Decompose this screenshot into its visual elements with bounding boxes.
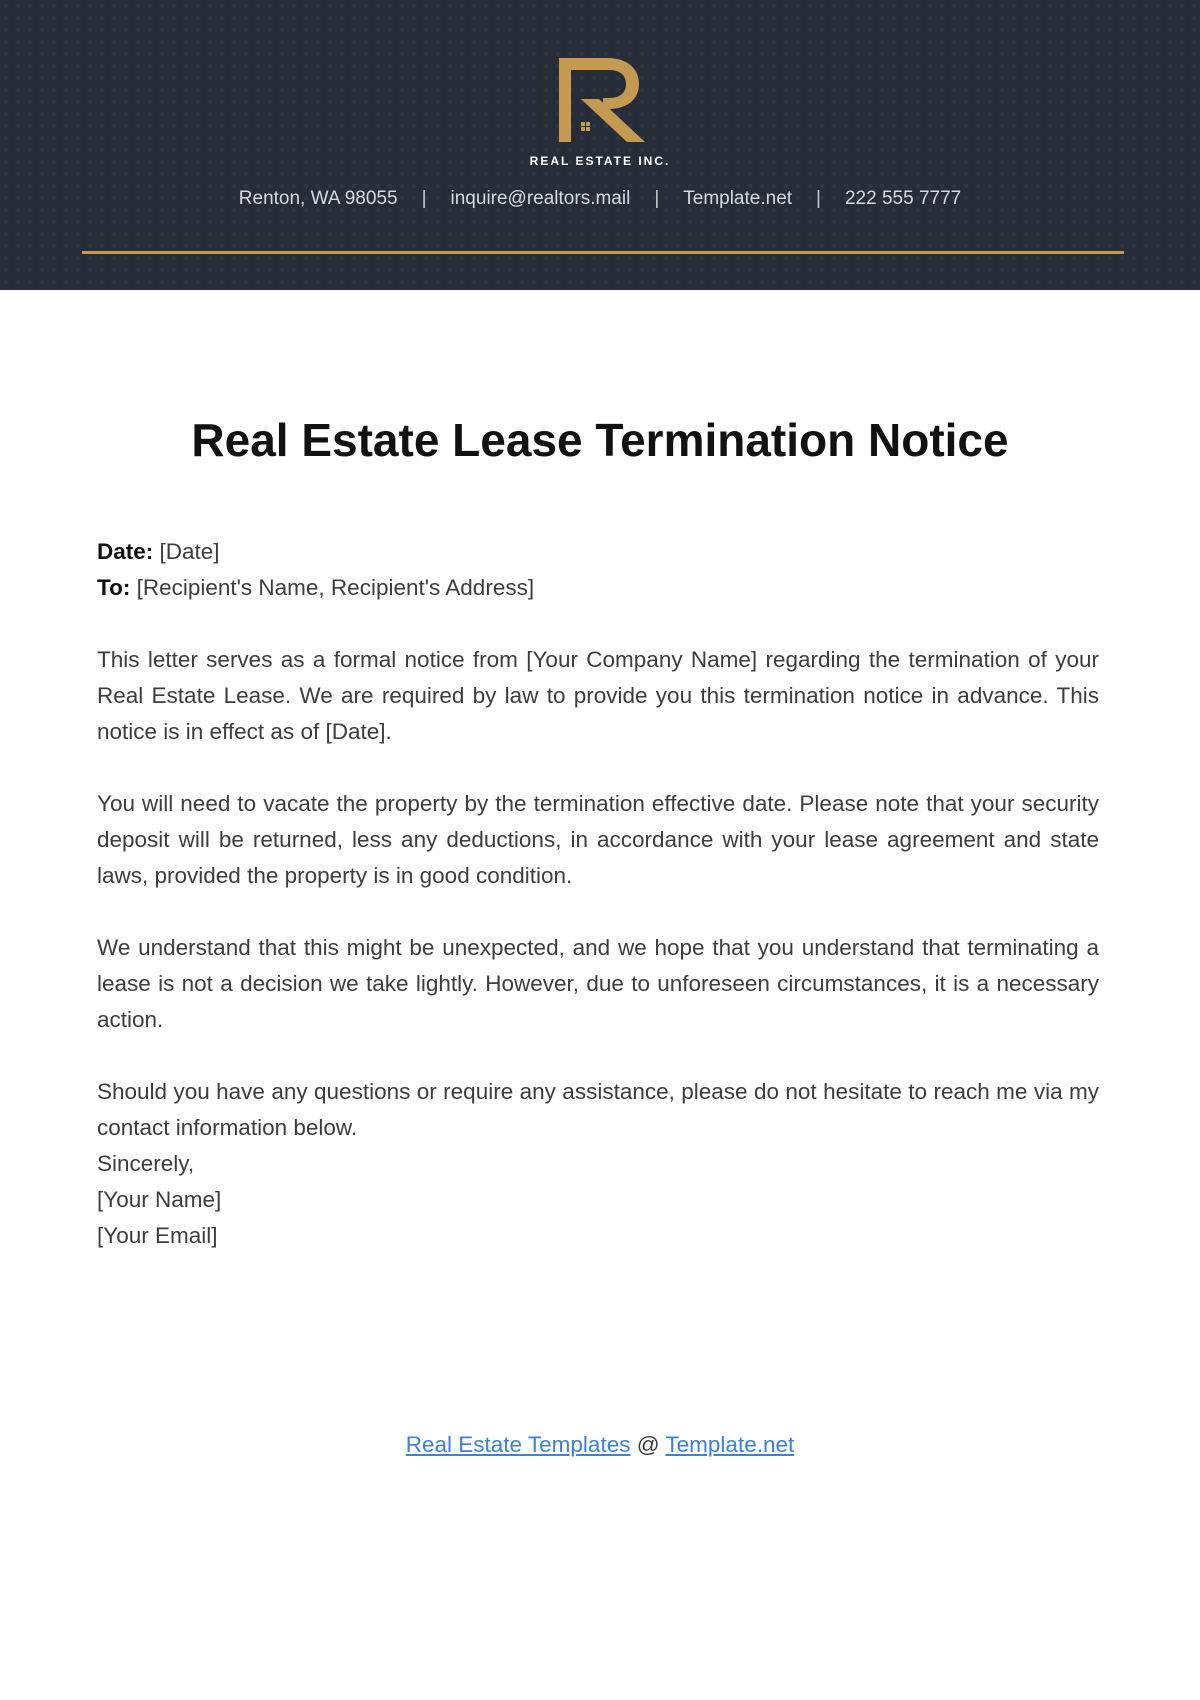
company-email: inquire@realtors.mail bbox=[450, 188, 631, 209]
real-estate-templates-link[interactable]: Real Estate Templates bbox=[405, 1432, 631, 1457]
paragraph: We understand that this might be unexpected, and we hope that you understand that terminating a lease is not a decision we take lightly. However, due to unforeseen circumstances, it is a necessary action. bbox=[97, 935, 1099, 1032]
separator: | bbox=[421, 188, 427, 209]
document-title: Real Estate Lease Termination Notice bbox=[191, 414, 1009, 466]
paragraph: You will need to vacate the property by the termination effective date. Please note that your security deposit will be returned, less any deductions, in accordance with your lease agreement and state laws, provided the property is in good condition. bbox=[97, 791, 1099, 888]
date-value: [Date] bbox=[153, 539, 220, 564]
letterhead-header bbox=[0, 0, 1200, 290]
recipient-value: [Recipient's Name, Recipient's Address] bbox=[130, 575, 535, 600]
separator: | bbox=[816, 188, 821, 209]
brand-name: REAL ESTATE INC. bbox=[529, 154, 671, 168]
to-label: To: bbox=[97, 575, 131, 600]
company-address: Renton, WA 98055 bbox=[238, 188, 398, 209]
company-logo-icon bbox=[555, 56, 651, 146]
paragraph: This letter serves as a formal notice from [Your Company Name] regarding the termination of your Real Estate Lease. We are required by law to provide you this termination notice in advance. This notice is in effect as of [Date]. bbox=[97, 647, 1099, 744]
date-label: Date: bbox=[97, 539, 154, 564]
letter-body bbox=[97, 534, 1099, 1254]
header-divider bbox=[82, 251, 1124, 254]
date-line bbox=[97, 534, 1099, 570]
separator: | bbox=[654, 188, 660, 209]
template-net-link[interactable]: Template.net bbox=[665, 1432, 795, 1457]
footer-links bbox=[0, 1432, 1200, 1458]
company-phone: 222 555 7777 bbox=[844, 188, 962, 209]
paragraph: Should you have any questions or require any assistance, please do not hesitate to reach me via my contact information below. bbox=[97, 1079, 1099, 1140]
signature-name: [Your Name] bbox=[97, 1187, 222, 1212]
signature-email: [Your Email] bbox=[97, 1223, 218, 1248]
recipient-line bbox=[97, 570, 1099, 606]
footer-at: @ bbox=[630, 1432, 666, 1457]
company-website: Template.net bbox=[683, 188, 793, 209]
contact-info bbox=[0, 188, 1200, 210]
closing: Sincerely, bbox=[97, 1151, 195, 1176]
